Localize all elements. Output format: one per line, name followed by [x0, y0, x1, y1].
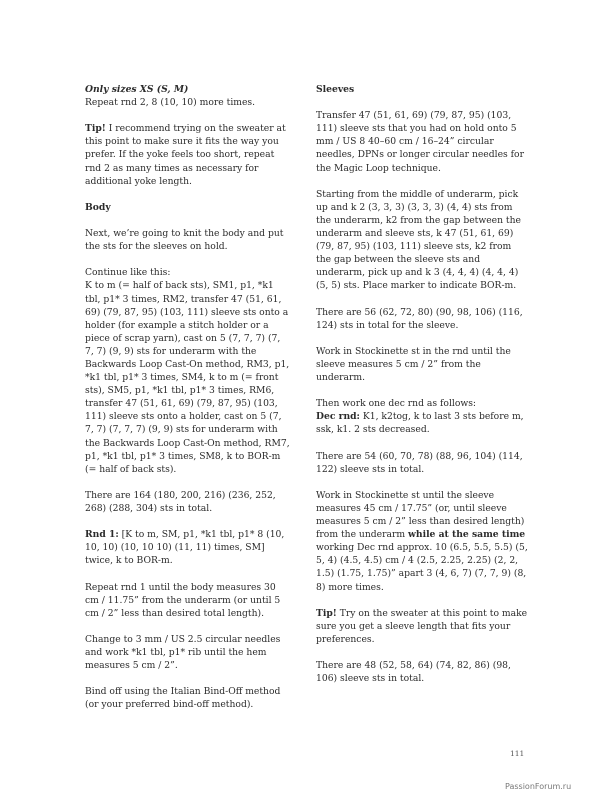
- left-column: [85, 83, 290, 725]
- sleeve-length-b: working Dec rnd approx. 10 (6.5, 5.5, 5.5) (5, 5, 4) (4.5, 4.5) cm / 4 (2.5, 2.25, 2.25) (2, 2, 1.5) (1.75, 1.75)” apart 3 (4, 6, 7) (7, 7, 9) (8, 8) more times.: [316, 542, 528, 593]
- sleeve-stockinette: Work in Stockinette st in the rnd until the sleeve measures 5 cm / 2” from the underarm.: [316, 345, 511, 384]
- heading-sleeves: Sleeves: [316, 84, 355, 95]
- tip-paragraph-1: [85, 122, 290, 187]
- dec-text: K1, k2tog, k to last 3 sts before m, ssk, k1. 2 sts decreased.: [316, 411, 524, 436]
- dec-paragraph: [316, 397, 528, 436]
- rnd1-paragraph: [85, 528, 290, 567]
- rnd1-text: [K to m, SM, p1, *k1 tbl, p1* 8 (10, 10, 10) (10, 10 10) (11, 11) times, SM] twice, k to BOR-m.: [85, 529, 285, 567]
- tip-label: Tip!: [85, 123, 106, 135]
- sleeve-transfer: Transfer 47 (51, 61, 69) (79, 87, 95) (103, 111) sleeve sts that you had on hold onto 5 mm / US 8 40–60 cm / 16–24” circular needles, DPNs or longer circular needles for the Magic Loop technique.: [316, 110, 524, 174]
- change-needles: Change to 3 mm / US 2.5 circular needles and work *k1 tbl, p1* rib until the hem measures 5 cm / 2”.: [85, 633, 281, 672]
- dec-label: Dec rnd:: [316, 411, 360, 423]
- sleeve-final-sts: There are 48 (52, 58, 64) (74, 82, 86) (98, 106) sleeve sts in total.: [316, 660, 511, 685]
- heading-only-sizes: [85, 83, 290, 109]
- bind-off: Bind off using the Italian Bind-Off method (or your preferred bind-off method).: [85, 686, 281, 711]
- sleeve-length-a: Work in Stockinette st until the sleeve measures 45 cm / 17.75” (or, until sleeve measures 5 cm / 2” less than desired length) from the underarm: [316, 489, 525, 541]
- sleeve-sts-after-dec: There are 54 (60, 70, 78) (88, 96, 104) (114, 122) sleeve sts in total.: [316, 450, 523, 475]
- tip-text-2: Try on the sweater at this point to make sure you get a sleeve length that fits your preferences.: [316, 607, 528, 645]
- repeat-rnd-text: Repeat rnd 2, 8 (10, 10) more times.: [85, 97, 256, 109]
- tip-label-2: Tip!: [316, 607, 337, 619]
- tip-text: I recommend trying on the sweater at this point to make sure it fits the way you prefer. If the yoke feels too short, repeat rnd 2 as many times as necessary for additional yoke length.: [85, 123, 286, 187]
- continue-label: Continue like this:: [85, 267, 171, 279]
- heading-body: Body: [85, 201, 111, 213]
- rnd1-label: Rnd 1:: [85, 529, 119, 541]
- tip-paragraph-2: [316, 607, 528, 646]
- sleeve-length-bold: while at the same time: [407, 529, 526, 541]
- sleeve-pickup: Starting from the middle of underarm, pick up and k 2 (3, 3, 3) (3, 3, 3) (4, 4) sts from the underarm, k2 from the gap between the underarm and sleeve sts, k 47 (51, 61, 69) (79, 87, 95) (103, 111) sleeve sts, k2 from the gap between the sleeve sts and underarm, pick up and k 3 (4, 4, 4) (4, 4, 4) (5, 5) sts. Place marker to indicate BOR-m.: [316, 188, 521, 292]
- page-number: 111: [510, 749, 525, 758]
- sleeve-length-paragraph: [316, 489, 528, 594]
- heading-only-sizes-text: Only sizes XS (S, M): [85, 84, 189, 95]
- sleeve-total-sts: There are 56 (62, 72, 80) (90, 98, 106) (116, 124) sts in total for the sleeve.: [316, 306, 523, 331]
- body-total-sts: There are 164 (180, 200, 216) (236, 252, 268) (288, 304) sts in total.: [85, 489, 276, 514]
- body-instructions: [85, 266, 290, 476]
- right-column: [316, 83, 528, 698]
- continue-text: K to m (= half of back sts), SM1, p1, *k1 tbl, p1* 3 times, RM2, transfer 47 (51, 61, 69) (79, 87, 95) (103, 111) sleeve sts onto a holder (for example a stitch holder or a piece of scrap yarn), cast on 5 (7, 7, 7) (7, 7, 7) (9, 9) sts for underarm with the Backwards Loop Cast-On method, RM3, p1, *k1 tbl, p1* 3 times, SM4, k to m (= front sts), SM5, p1, *k1 tbl, p1* 3 times, RM6, transfer 47 (51, 61, 69) (79, 87, 95) (103, 111) sleeve sts onto a holder, cast on 5 (7, 7, 7) (7, 7, 7) (9, 9) sts for underarm with the Backwards Loop Cast-On method, RM7, p1, *k1 tbl, p1* 3 times, SM8, k to BOR-m (= half of back sts).: [85, 280, 290, 475]
- repeat-rnd1: Repeat rnd 1 until the body measures 30 cm / 11.75” from the underarm (or until 5 cm / 2” less than desired total length).: [85, 581, 281, 619]
- watermark: PassionForum.ru: [505, 782, 572, 791]
- body-intro: Next, we’re going to knit the body and put the sts for the sleeves on hold.: [85, 228, 284, 253]
- dec-intro: Then work one dec rnd as follows:: [316, 398, 477, 410]
